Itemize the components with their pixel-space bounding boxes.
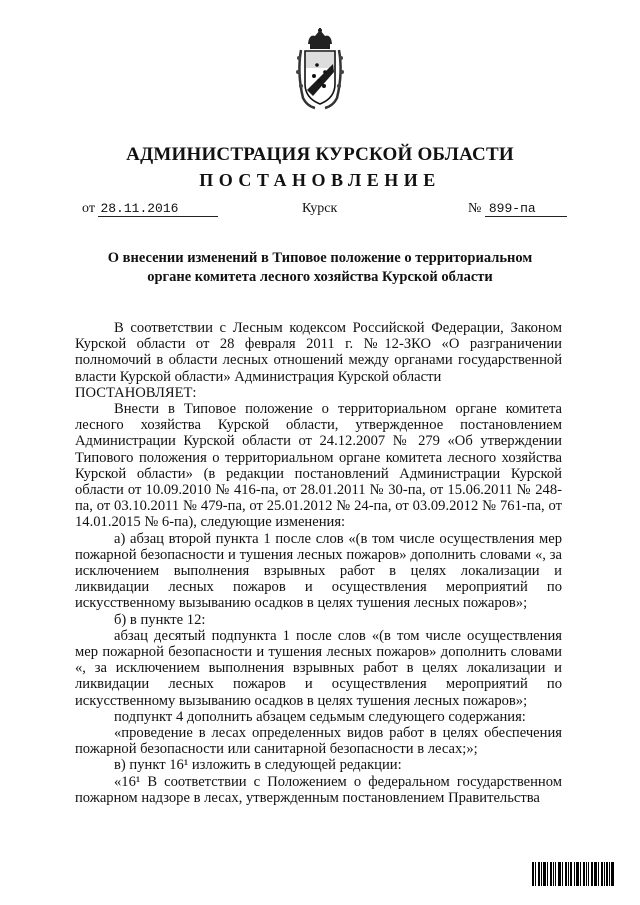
paragraph-item-b: б) в пункте 12: — [114, 611, 206, 628]
document-body — [75, 320, 562, 806]
number-prefix: № — [468, 201, 482, 216]
paragraph-item-a: а) абзац второй пункта 1 после слов «(в том числе осуществления мер пожарной безопасности и тушения лесных пожаров» дополнить словами «, за исключением выполнения взрывных работ в целях локализации и ликвидации лесных пожаров и осуществления мероприятий по искусственному вызыванию осадков в целях тушения лесных пожаров»; — [75, 530, 562, 612]
paragraph-item-c-1: «16¹ В соответствии с Положением о федеральном государственном пожарном надзоре в лесах, утвержденным постановлением Правительства — [75, 773, 562, 806]
subject-line-1: О внесении изменений в Типовое положение о территориальном — [107, 250, 533, 266]
document-city: Курск — [302, 201, 338, 216]
document-date-line — [82, 201, 218, 217]
coat-of-arms-emblem — [293, 28, 347, 112]
paragraph-preamble: В соответствии с Лесным кодексом Российской Федерации, Законом Курской области от 28 февраля 2011 г. №12-ЗКО «О разграничении полномочий в области лесных отношений между органами государственной власти Курской области» Администрация Курской области — [75, 320, 562, 385]
document-subject — [60, 249, 580, 287]
document-number-line — [468, 201, 567, 217]
document-type: ПОСТАНОВЛЕНИЕ — [199, 170, 441, 190]
paragraph-item-b-2: подпункт 4 дополнить абзацем седьмым следующего содержания: — [114, 708, 526, 725]
subject-line-2: органе комитета лесного хозяйства Курской области — [147, 269, 493, 285]
document-number: 899-па — [485, 201, 567, 217]
paragraph-main-change: Внести в Типовое положение о территориальном органе комитета лесного хозяйства Курской области, утвержденное постановлением Администрации Курской области от 24.12.2007 № 279 «Об утверждении Типового положения о территориальном органе комитета лесного хозяйства Курской области» (в редакции постановлений Администрации Курской области от 10.09.2010 № 416-па, от 28.01.2011 № 30-па, от 15.06.2011 № 248-па, от 03.10.2011 № 479-па, от 25.01.2012 № 24-па, от 03.09.2012 № 761-па, от 14.01.2015 № 6-па), следующие изменения: — [75, 401, 562, 531]
paragraph-resolves: ПОСТАНОВЛЯЕТ: — [75, 384, 197, 401]
paragraph-item-c: в) пункт 16¹ изложить в следующей редакции: — [114, 757, 402, 774]
paragraph-item-b-1: абзац десятый подпункта 1 после слов «(в том числе осуществления мер пожарной безопасности и тушения лесных пожаров» дополнить словами «, за исключением выполнения взрывных работ в целях локализации и ликвидации лесных пожаров и осуществления мероприятий по искусственному вызыванию осадков в целях тушения лесных пожаров»; — [75, 627, 562, 709]
document-date: 28.11.2016 — [98, 201, 218, 217]
barcode-icon — [532, 862, 614, 886]
paragraph-item-b-3: «проведение в лесах определенных видов работ в целях обеспечения пожарной безопасности или санитарной безопасности в лесах;»; — [75, 725, 562, 758]
organization-title: АДМИНИСТРАЦИЯ КУРСКОЙ ОБЛАСТИ — [126, 144, 514, 165]
date-prefix: от — [82, 201, 95, 216]
